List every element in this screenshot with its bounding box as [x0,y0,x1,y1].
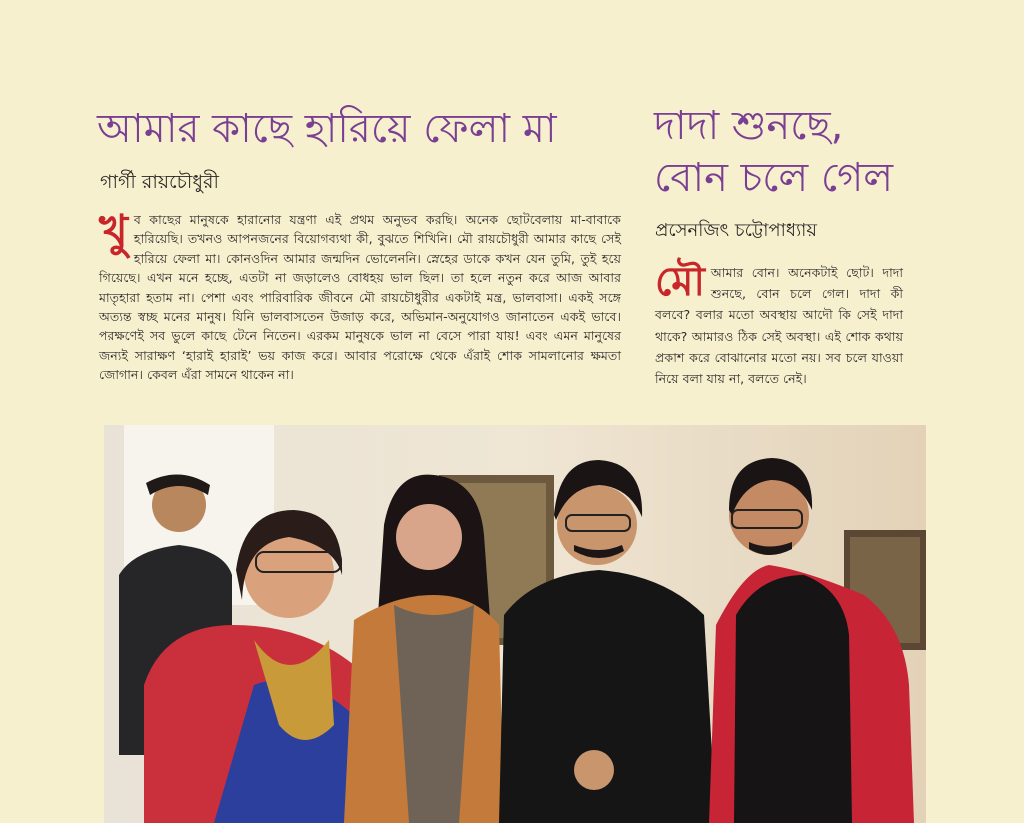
right-article-dropcap: মৌ [655,259,705,305]
left-article-text: ব কাছের মানুষকে হারানোর যন্ত্রণা এই প্রথম অনুভব করছি। অনেক ছোটবেলায় মা-বাবাকে হারিয়েছি। তখনও আপনজনের বিয়োগব্যথা কী, বুঝতে শিখিনি। মৌ রায়চৌধুরী আমার কাছে সেই হারিয়ে ফেলা মা। কোনওদিন আমার জন্মদিন ভোলেননি। স্নেহের ডাকে কখন যেন তুমি, তুই হয়ে গিয়েছে। এখন মনে হচ্ছে, এতটা না জড়ালেও বোধহয় ভাল ছিল। তা হলে নতুন করে আজ আবার মাতৃহারা হতাম না। পেশা এবং পারিবারিক জীবনে মৌ রায়চৌধুরীর একটাই মন্ত্র, ভালবাসা। একই সঙ্গে অত্যন্ত স্বচ্ছ মনের মানুষ। যিনি ভালবাসতেন উজাড় করে, অভিমান-অনুযোগও জানাতেন একই ভাবে। পরক্ষণেই সব ভুলে কাছে টেনে নিতেন। এরকম মানুষকে ভাল না বেসে পারা যায়! এবং এমন মানুষের জন্যই সারাক্ষণ ‘হারাই হারাই’ ভয় কাজ করে। আবার পরোক্ষে থেকে এঁরাই শোক সামলানোর ক্ষমতা জোগান। কেবল এঁরা সামনে থাকেন না। [99,212,621,383]
right-article-author: প্রসেনজিৎ চট্টোপাধ্যায় [655,220,817,241]
right-article-title [654,100,984,204]
group-photo-icon [104,425,926,823]
left-article-body [99,206,621,385]
right-article-body [655,259,903,389]
group-photo [104,425,926,823]
right-article-title-line1: দাদা শুনছে, [654,103,844,149]
right-article-title-line2: বোন চলে গেল [654,155,894,201]
right-article-text: আমার বোন। অনেকটাই ছোট। দাদা শুনছে, বোন চলে গেল। দাদা কী বলবে? বলার মতো অবস্থায় আদৌ কি সেই দাদা থাকে? আমারও ঠিক সেই অবস্থা। এই শোক কথায় প্রকাশ করে বোঝানোর মতো নয়। সব চলে যাওয়া নিয়ে বলা যায় না, বলতে নেই। [655,265,903,387]
left-article-dropcap: খু [99,206,128,257]
left-article-title: আমার কাছে হারিয়ে ফেলা মা [97,106,557,152]
left-article-author: গার্গী রায়চৌধুরী [100,171,219,193]
